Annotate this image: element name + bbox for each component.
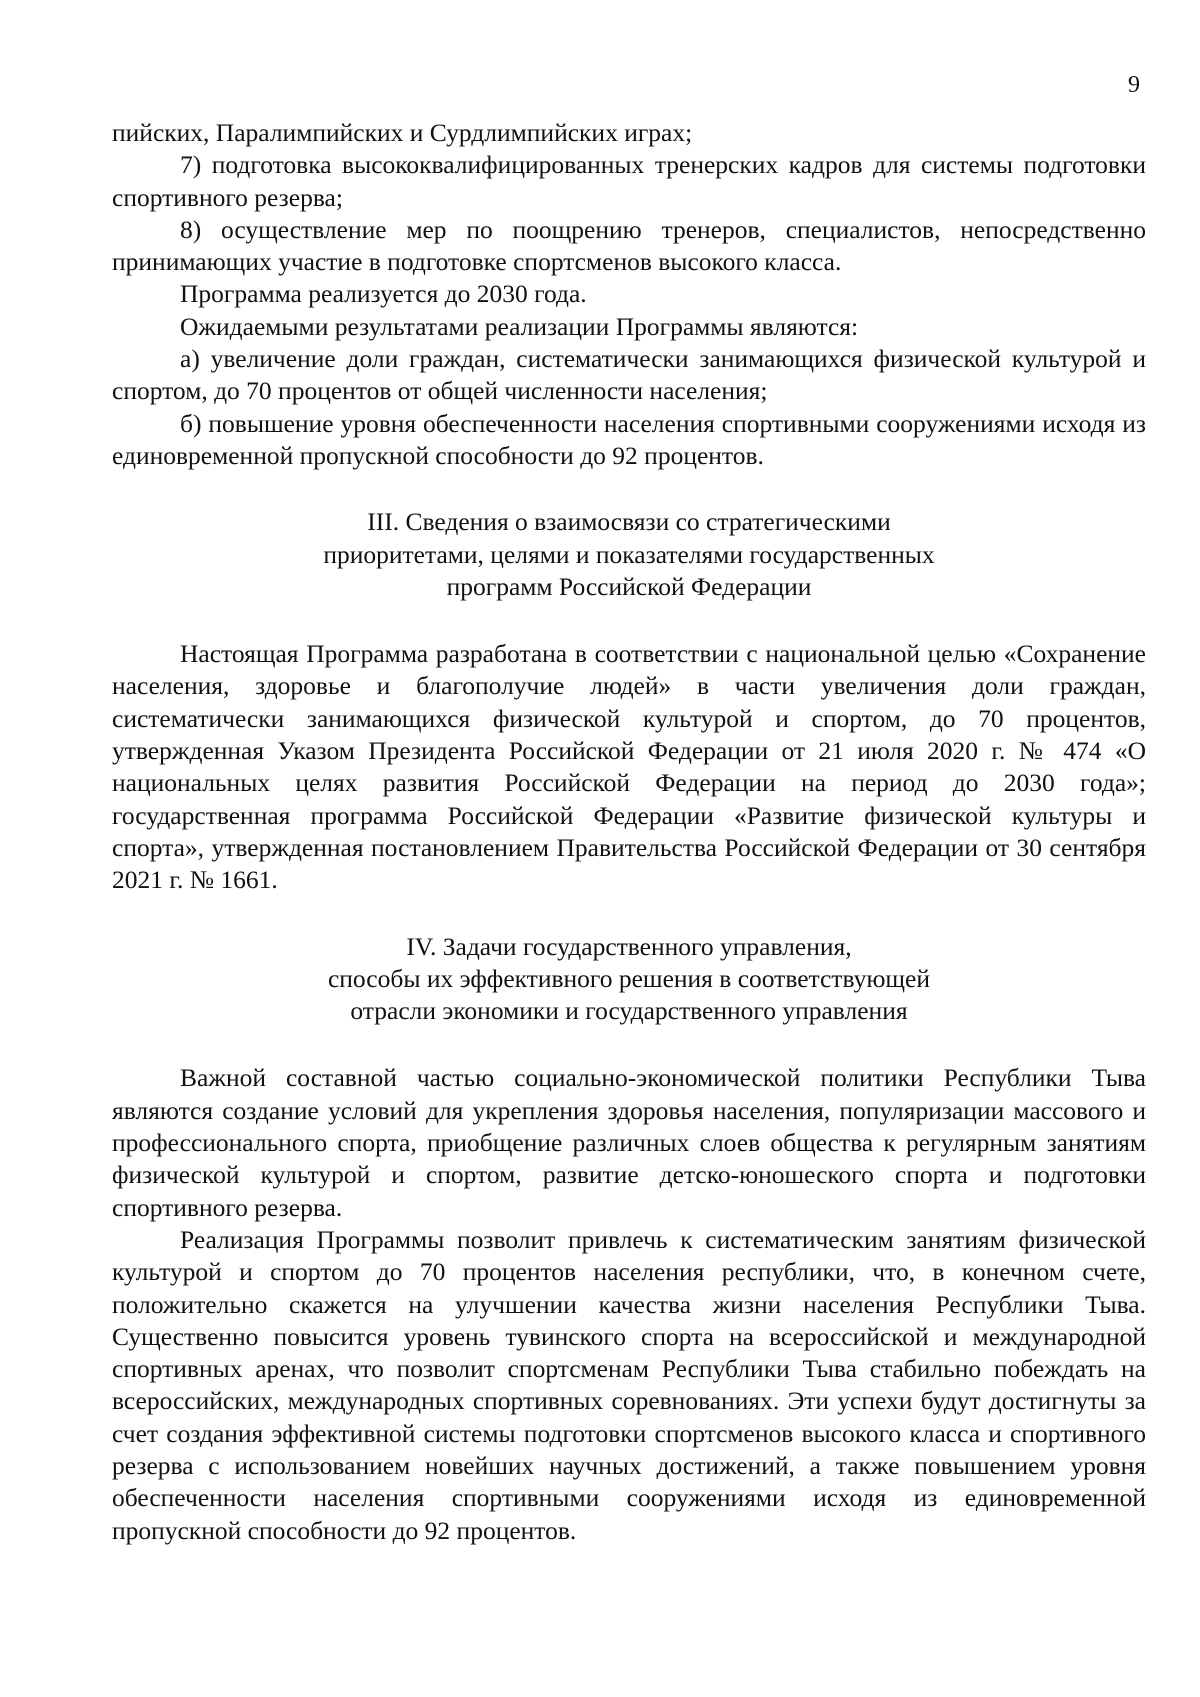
paragraph-continuation: пийских, Паралимпийских и Сурдлимпийских играх; (112, 118, 693, 147)
paragraph-expected-results: Ожидаемыми результатами реализации Программы являются: (180, 311, 859, 341)
heading-line: приоритетами, целями и показателями государственных (323, 539, 935, 569)
page-number: 9 (1128, 72, 1140, 98)
spacer (112, 1027, 1146, 1062)
section-top (112, 117, 1146, 472)
spacer (112, 472, 1146, 506)
result-item-a: а) увеличение доли граждан, систематически занимающихся физической культурой и спортом, до 70 процентов от общей численности населения; (112, 344, 1146, 406)
list-item-7: 7) подготовка высококвалифицированных тренерских кадров для системы подготовки спортивного резерва; (112, 150, 1146, 212)
section-4-paragraph-2: Реализация Программы позволит привлечь к систематическим занятиям физической культурой и спортом до 70 процентов населения республики, что, в конечном счете, положительно скажется на улучшении качества жизни населения Республики Тыва. Существенно повысится уровень тувинского спорта на всероссийской и международной спортивных аренах, что позволит спортсменам Республики Тыва стабильно побеждать на всероссийских, международных спортивных соревнованиях. Эти успехи будут достигнуты за счет создания эффективной системы подготовки спортсменов высокого класса и спортивного резерва с использованием новейших научных достижений, а также повышением уровня обеспеченности населения спортивными сооружениями исходя из единовременной пропускной способности до 92 процентов. (112, 1224, 1146, 1545)
heading-line: III. Сведения о взаимосвязи со стратегическими (367, 507, 891, 537)
heading-line: отрасли экономики и государственного управления (350, 996, 908, 1026)
heading-line: IV. Задачи государственного управления, (406, 931, 852, 961)
section-4-paragraph-1: Важной составной частью социально-экономической политики Республики Тыва являются создание условий для укрепления здоровья населения, популяризации массового и профессионального спорта, приобщение различных слоев общества к регулярным занятиям физической культурой и спортом, развитие детско-юношеского спорта и подготовки спортивного резерва. (112, 1063, 1146, 1222)
section-4-heading (112, 931, 1146, 1028)
spacer (112, 603, 1146, 638)
heading-line: способы их эффективного решения в соответствующей (327, 963, 931, 993)
spacer (112, 897, 1146, 931)
heading-line: программ Российской Федерации (446, 571, 812, 601)
section-3 (112, 506, 1146, 896)
result-item-b: б) повышение уровня обеспеченности населения спортивными сооружениями исходя из единовременной пропускной способности до 92 процентов. (112, 408, 1146, 470)
section-3-heading (112, 506, 1146, 603)
document-body (112, 117, 1146, 1547)
section-3-paragraph: Настоящая Программа разработана в соответствии с национальной целью «Сохранение населения, здоровье и благополучие людей» в части увеличения доли граждан, систематически занимающихся физической культурой и спортом, до 70 процентов, утвержденная Указом Президента Российской Федерации от 21 июля 2020 г. № 474 «О национальных целях развития Российской Федерации на период до 2030 года»; государственная программа Российской Федерации «Развитие физической культуры и спорта», утвержденная постановлением Правительства Российской Федерации от 30 сентября 2021 г. № 1661. (112, 639, 1146, 895)
paragraph-program-term: Программа реализуется до 2030 года. (180, 279, 587, 309)
section-4 (112, 931, 1146, 1547)
list-item-8: 8) осуществление мер по поощрению тренеров, специалистов, непосредственно принимающих участие в подготовке спортсменов высокого класса. (112, 214, 1146, 277)
